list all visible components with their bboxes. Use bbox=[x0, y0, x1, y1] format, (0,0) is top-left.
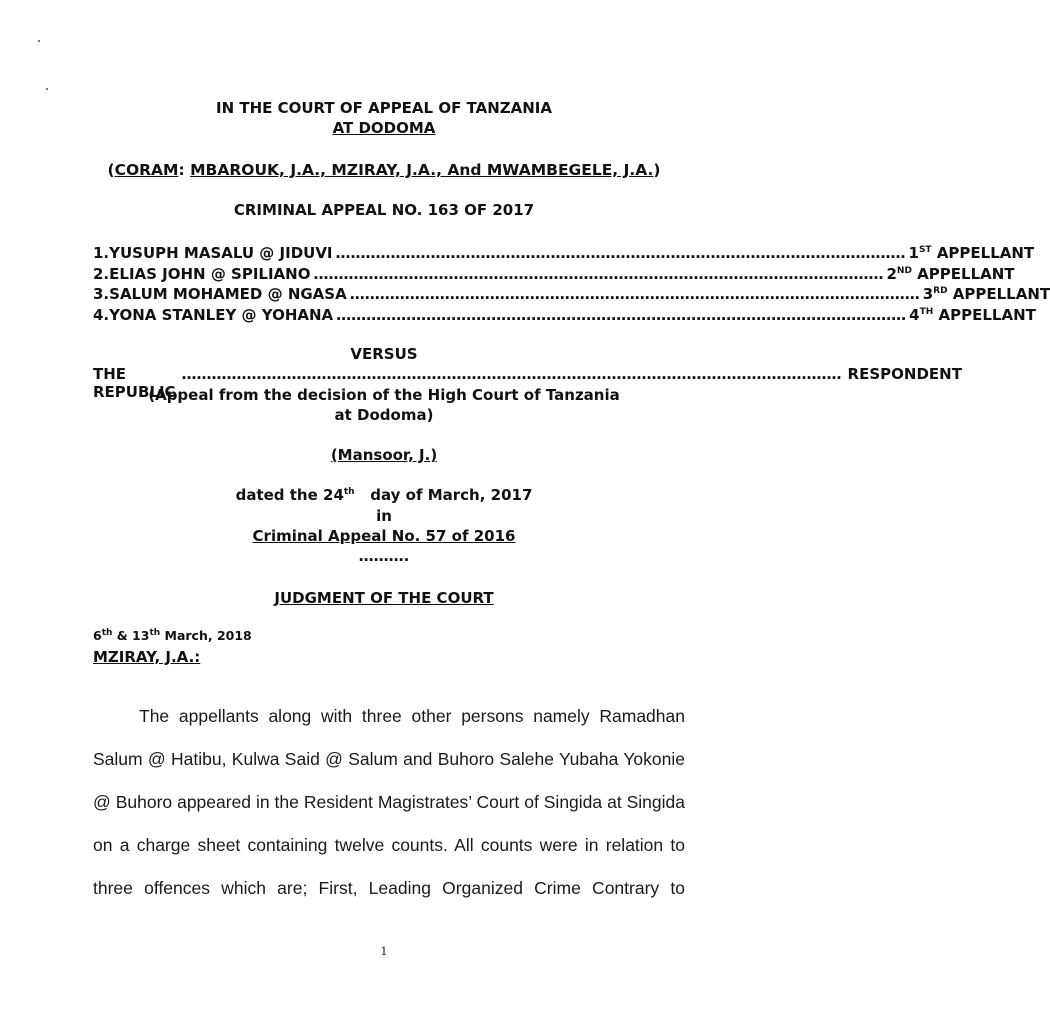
separator-dots: ………. bbox=[358, 547, 410, 565]
appellant-number: 3. bbox=[93, 285, 110, 303]
judgment-author: MZIRAY, J.A.: bbox=[93, 648, 201, 666]
appellant-number: 2. bbox=[93, 264, 110, 283]
lower-appeal: Criminal Appeal No. 57 of 2016 bbox=[252, 527, 516, 545]
respondent-role: RESPONDENT bbox=[847, 365, 962, 383]
location-heading-wrap bbox=[0, 119, 768, 137]
judgment-title-wrap bbox=[0, 589, 768, 607]
appellant-ordinal-suffix: ND bbox=[896, 265, 912, 276]
hearing-sup-2: th bbox=[149, 627, 161, 638]
appellant-number: 4. bbox=[93, 305, 110, 324]
judge-below-wrap bbox=[0, 446, 768, 464]
appellant-role-label: APPELLANT bbox=[952, 285, 1050, 303]
scan-speck bbox=[46, 88, 48, 90]
dated-sup: th bbox=[343, 487, 355, 497]
location-heading: AT DODOMA bbox=[332, 119, 436, 137]
body-line: @ Buhoro appeared in the Resident Magistrates’ Court of Singida at Singida bbox=[93, 792, 685, 812]
appellant-role bbox=[886, 264, 1014, 285]
appellant-number: 1. bbox=[93, 244, 110, 262]
appellant-role-label: APPELLANT bbox=[938, 305, 1036, 324]
appellant-leader-dots: …………………………………………………………………………………………………… bbox=[336, 305, 907, 324]
appellant-role-label: APPELLANT bbox=[936, 244, 1035, 262]
lower-appeal-wrap bbox=[0, 527, 768, 545]
appellant-name: ELIAS JOHN @ SPILIANO bbox=[109, 264, 311, 283]
hearing-day-1: 6 bbox=[93, 628, 102, 643]
coram-label: CORAM bbox=[114, 161, 179, 179]
dated-suffix: day of March, 2017 bbox=[370, 486, 533, 504]
page-number: 1 bbox=[380, 945, 388, 958]
hearing-day-2: & 13 bbox=[116, 628, 150, 643]
appellant-row bbox=[93, 284, 1050, 305]
respondent-leader-dots: …………………………………………………………………………………………………………………… bbox=[181, 365, 842, 383]
appellant-ordinal-suffix: RD bbox=[933, 286, 948, 296]
appellant-role bbox=[909, 305, 1036, 326]
appellant-row bbox=[93, 264, 1015, 285]
appeal-from-line-2: at Dodoma) bbox=[334, 406, 434, 424]
body-line: Salum @ Hatibu, Kulwa Said @ Salum and Buhoro Salehe Yubaha Yokonie bbox=[93, 749, 685, 769]
appellant-name: SALUM MOHAMED @ NGASA bbox=[109, 285, 347, 303]
appellant-leader-dots: …………………………………………………………………………………………………… bbox=[349, 285, 920, 303]
appellants-list bbox=[93, 243, 1050, 325]
body-line: on a charge sheet containing twelve counts. All counts were in relation to bbox=[93, 835, 685, 855]
respondent-name: THE REPUBLIC bbox=[93, 365, 176, 401]
appeal-title: CRIMINAL APPEAL NO. 163 OF 2017 bbox=[233, 201, 535, 219]
body-line: The appellants along with three other persons namely Ramadhan bbox=[139, 706, 685, 726]
judge-below: (Mansoor, J.) bbox=[330, 446, 438, 464]
appellant-leader-dots: …………………………………………………………………………………………………… bbox=[335, 244, 906, 262]
appellant-row bbox=[93, 305, 1036, 326]
dated-line bbox=[0, 486, 768, 504]
appellant-role-label: APPELLANT bbox=[917, 264, 1015, 283]
hearing-month: March, 2018 bbox=[164, 628, 252, 643]
hearing-dates bbox=[93, 628, 252, 643]
appellant-ordinal-suffix: TH bbox=[919, 306, 934, 317]
appellant-ordinal: 2 bbox=[886, 264, 897, 283]
coram-line: (CORAM: MBAROUK, J.A., MZIRAY, J.A., And MWAMBEGELE, J.A.) bbox=[107, 161, 661, 179]
in-word: in bbox=[376, 507, 392, 525]
court-heading: IN THE COURT OF APPEAL OF TANZANIA bbox=[215, 99, 552, 117]
coram-judges: MBAROUK, J.A., MZIRAY, J.A., And MWAMBEGELE, J.A. bbox=[190, 161, 654, 179]
appellant-leader-dots: …………………………………………………………………………………………………… bbox=[313, 264, 884, 283]
versus-heading: VERSUS bbox=[350, 345, 418, 363]
author-wrap bbox=[93, 648, 200, 666]
appeal-from-line-1: (Appeal from the decision of the High Court of Tanzania bbox=[148, 386, 620, 404]
appellant-row bbox=[93, 243, 1035, 264]
appellant-name: YUSUPH MASALU @ JIDUVI bbox=[109, 244, 333, 262]
appellant-role bbox=[923, 284, 1050, 305]
scan-speck bbox=[38, 40, 40, 42]
judgment-title: JUDGMENT OF THE COURT bbox=[274, 589, 494, 607]
dated-prefix: dated the 24 bbox=[235, 486, 344, 504]
appellant-ordinal-suffix: ST bbox=[918, 245, 932, 255]
hearing-sup-1: th bbox=[101, 627, 113, 638]
body-line: three offences which are; First, Leading Organized Crime Contrary to bbox=[93, 878, 685, 898]
appellant-ordinal: 3 bbox=[922, 285, 934, 303]
appellant-ordinal: 4 bbox=[909, 305, 920, 324]
appellant-ordinal: 1 bbox=[908, 244, 919, 262]
appellant-name: YONA STANLEY @ YOHANA bbox=[109, 305, 334, 324]
appellant-role bbox=[909, 243, 1035, 264]
